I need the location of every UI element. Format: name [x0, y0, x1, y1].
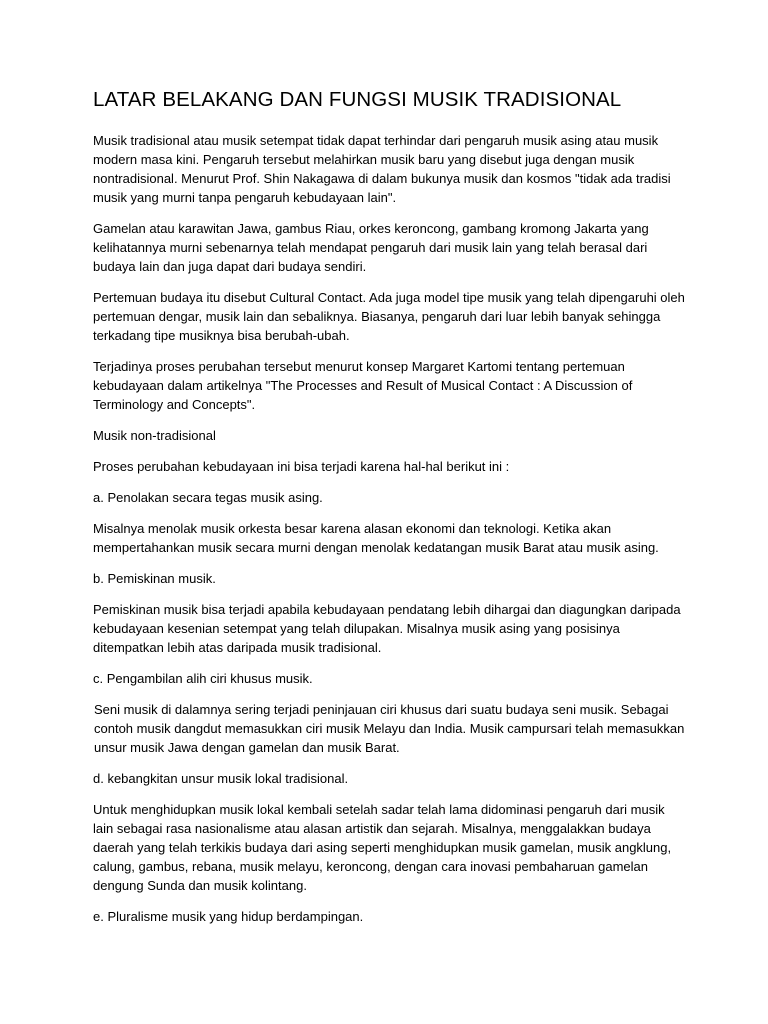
list-item-c: c. Pengambilan alih ciri khusus musik.: [93, 671, 313, 686]
paragraph-kartomi: Terjadinya proses perubahan tersebut menurut konsep Margaret Kartomi tentang pertemuan kebudayaan dalam artikelnya "The Processes and Result of Musical Contact : A Discussion of Terminology and Concepts".: [93, 359, 633, 412]
paragraph-gamelan: Gamelan atau karawitan Jawa, gambus Riau, orkes keroncong, gambang kromong Jakarta yang kelihatannya murni sebenarnya telah mendapat pengaruh dari musik lain yang telah berasal dari budaya lain dan juga dapat dari budaya sendiri.: [93, 221, 649, 274]
list-item-e: e. Pluralisme musik yang hidup berdampingan.: [93, 909, 364, 924]
paragraph-c-detail: Seni musik di dalamnya sering terjadi peninjauan ciri khusus dari suatu budaya seni musik. Sebagai contoh musik dangdut memasukkan ciri musik Melayu dan India. Musik campursari telah memasukkan unsur musik Jawa dengan gamelan dan musik Barat.: [94, 702, 685, 755]
paragraph-a-detail: Misalnya menolak musik orkesta besar karena alasan ekonomi dan teknologi. Ketika akan mempertahankan musik secara murni dengan menolak kedatangan musik Barat atau musik asing.: [93, 521, 659, 555]
paragraph-d-detail: Untuk menghidupkan musik lokal kembali setelah sadar telah lama didominasi pengaruh dari musik lain sebagai rasa nasionalisme atau alasan artistik dan sejarah. Misalnya, menggalakkan budaya daerah yang telah terkikis budaya dari asing seperti menghidupkan musik gamelan, musik angklung, calung, gambus, rebana, musik melayu, keroncong, dengan cara inovasi pembaharuan gamelan dengung Sunda dan musik kolintang.: [93, 802, 672, 893]
paragraph-cultural-contact: Pertemuan budaya itu disebut Cultural Contact. Ada juga model tipe musik yang telah dipengaruhi oleh pertemuan dengar, musik lain dan sebaliknya. Biasanya, pengaruh dari luar lebih banyak sehingga terkadang tipe musiknya bisa berubah-ubah.: [93, 290, 685, 343]
paragraph-b-detail: Pemiskinan musik bisa terjadi apabila kebudayaan pendatang lebih dihargai dan diagungkan daripada kebudayaan kesenian setempat yang telah dilupakan. Misalnya musik asing yang posisinya ditempatkan lebih atas daripada musik tradisional.: [93, 602, 681, 655]
list-item-d: d. kebangkitan unsur musik lokal tradisional.: [93, 771, 349, 786]
list-item-b: b. Pemiskinan musik.: [93, 571, 216, 586]
section-heading-non-traditional: Musik non-tradisional: [93, 428, 216, 443]
document-page: [93, 88, 685, 938]
paragraph-intro: Musik tradisional atau musik setempat tidak dapat terhindar dari pengaruh musik asing atau musik modern masa kini. Pengaruh tersebut melahirkan musik baru yang disebut juga dengan musik nontradisional. Menurut Prof. Shin Nakagawa di dalam bukunya musik dan kosmos "tidak ada tradisi musik yang murni tanpa pengaruh kebudayaan lain".: [93, 133, 671, 205]
paragraph-process-intro: Proses perubahan kebudayaan ini bisa terjadi karena hal-hal berikut ini :: [93, 459, 510, 474]
list-item-a: a. Penolakan secara tegas musik asing.: [93, 490, 323, 505]
document-title: LATAR BELAKANG DAN FUNGSI MUSIK TRADISIONAL: [93, 88, 622, 111]
